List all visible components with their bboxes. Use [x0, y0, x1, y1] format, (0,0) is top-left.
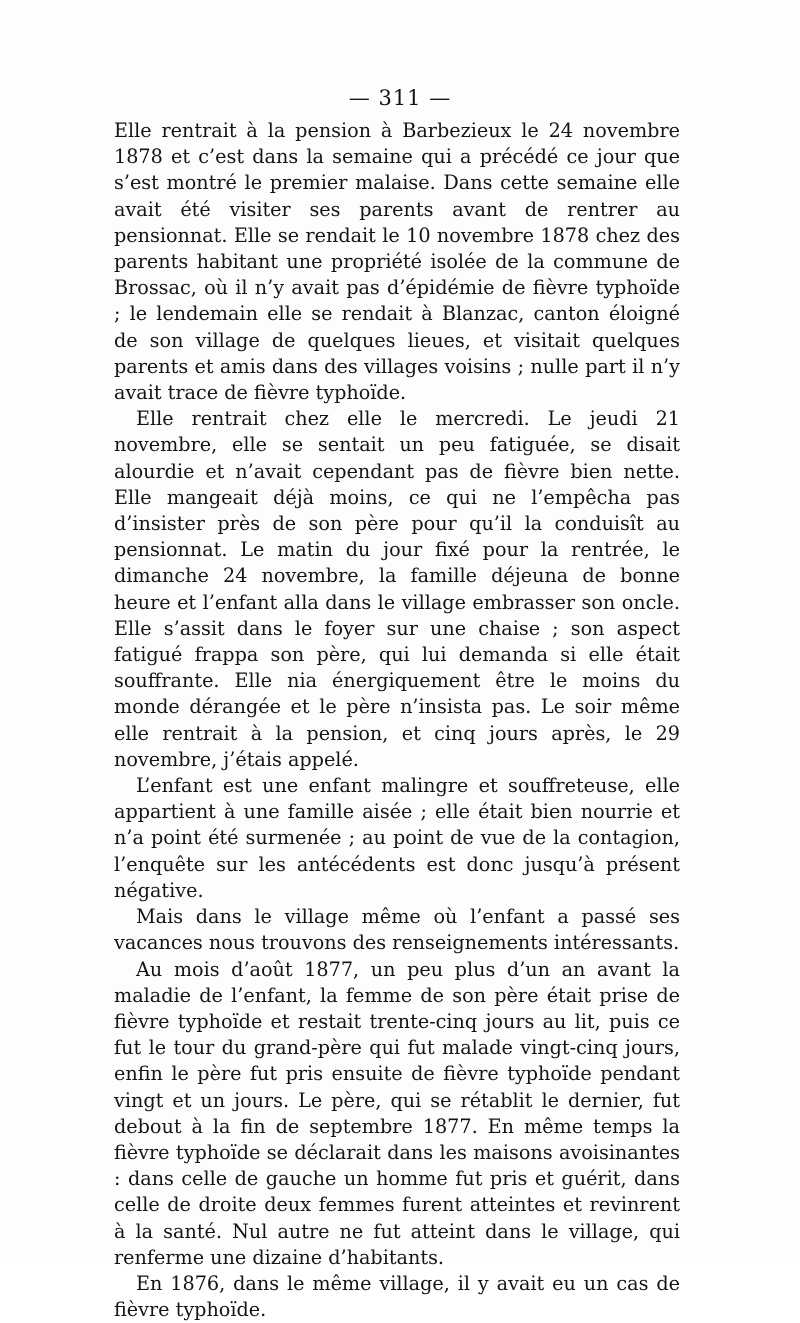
paragraph-4: Mais dans le village même où l’enfant a passé ses vacances nous trouvons des renseignements intéressants. [114, 905, 680, 955]
paragraph-2: Elle rentrait chez elle le mercredi. Le jeudi 21 novembre, elle se sentait un peu fatiguée, se disait alourdie et n’avait cependant pas de fièvre bien nette. Elle mangeait déjà moins, ce qui ne l’empêcha pas d’insister près de son père pour qu’il la conduisît au pensionnat. Le matin du jour fixé pour la rentrée, le dimanche 24 novembre, la famille déjeuna de bonne heure et l’enfant alla dans le village embrasser son oncle. Elle s’assit dans le foyer sur une chaise ; son aspect fatigué frappa son père, qui lui demanda si elle était souffrante. Elle nia énergiquement être le moins du monde dérangée et le père n’insista pas. Le soir même elle rentrait à la pension, et cinq jours après, le 29 novembre, j’étais appelé. [114, 407, 680, 771]
paragraph-1: Elle rentrait à la pension à Barbezieux le 24 novembre 1878 et c’est dans la semaine qui a précédé ce jour que s’est montré le premier malaise. Dans cette semaine elle avait été visiter ses parents avant de rentrer au pensionnat. Elle se rendait le 10 novembre 1878 chez des parents habitant une propriété isolée de la commune de Brossac, où il n’y avait pas d’épidémie de fièvre typhoïde ; le lendemain elle se rendait à Blanzac, canton éloigné de son village de quelques lieues, et visitait quelques parents et amis dans des villages voisins ; nulle part il n’y avait trace de fièvre typhoïde. [114, 119, 680, 405]
paragraph-6: En 1876, dans le même village, il y avait eu un cas de fièvre typhoïde. [114, 1271, 680, 1322]
paragraph-3: L’enfant est une enfant malingre et souffreteuse, elle appartient à une famille aisée ; elle était bien nourrie et n’a point été surmenée ; au point de vue de la contagion, l’enquête sur les antécédents est donc jusqu’à présent négative. [114, 774, 680, 902]
paragraph-5: Au mois d’août 1877, un peu plus d’un an avant la maladie de l’enfant, la femme de son père était prise de fièvre typhoïde et restait trente-cinq jours au lit, puis ce fut le tour du grand-père qui fut malade vingt-cinq jours, enfin le père fut pris ensuite de fièvre typhoïde pendant vingt et un jours. Le père, qui se rétablit le dernier, fut debout à la fin de septembre 1877. En même temps la fièvre typhoïde se déclarait dans les maisons avoisinantes : dans celle de gauche un homme fut pris et guérit, dans celle de droite deux femmes furent atteintes et revinrent à la santé. Nul autre ne fut atteint dans le village, qui renferme une dizaine d’habitants. [114, 957, 680, 1269]
body-text [114, 118, 680, 1323]
page-number: — 311 — [348, 86, 452, 110]
